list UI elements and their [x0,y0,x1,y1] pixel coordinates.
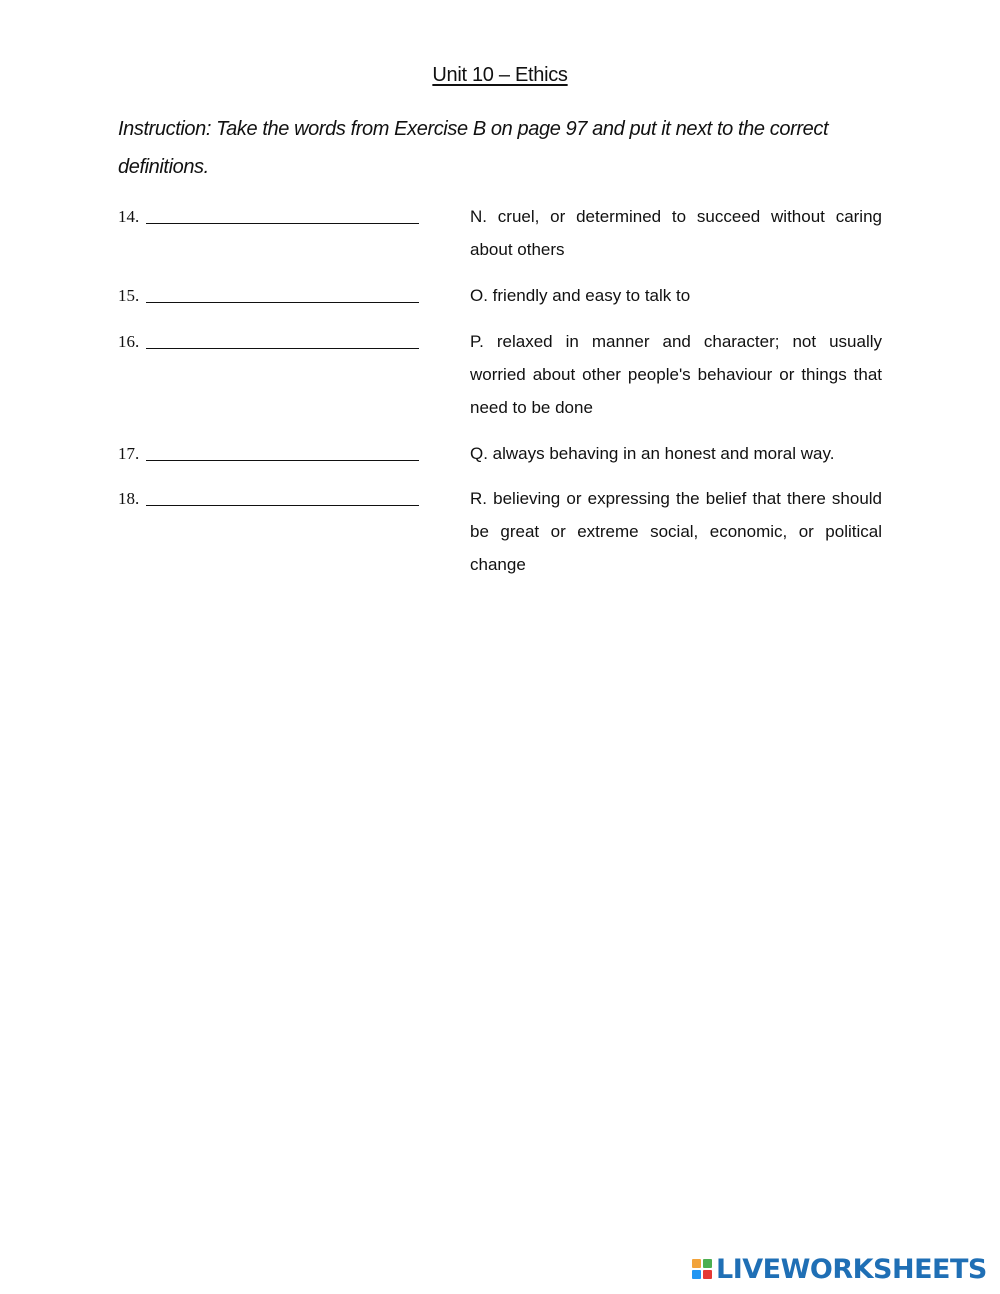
answer-blank-18[interactable] [146,505,419,506]
item-number: 15. [118,286,140,305]
liveworksheets-logo-icon [692,1259,712,1279]
definition-n: N. cruel, or determined to succeed without caring about others [470,207,882,259]
logo-square [703,1270,712,1279]
logo-square [692,1270,701,1279]
definition-r: R. believing or expressing the belief that there should be great or extreme social, economic, or political change [470,489,882,574]
answer-blank-16[interactable] [146,348,419,349]
logo-square [703,1259,712,1268]
item-number: 18. [118,489,140,508]
item-number: 14. [118,207,140,226]
answer-blank-14[interactable] [146,223,419,224]
page-title: Unit 10 – Ethics [432,64,568,86]
item-number: 16. [118,332,140,351]
logo-square [692,1259,701,1268]
liveworksheets-logo [692,1254,987,1284]
answer-blank-15[interactable] [146,302,419,303]
item-number: 17. [118,444,140,463]
brand-name: LIVEWORKSHEETS [716,1253,987,1285]
definition-o: O. friendly and easy to talk to [470,286,691,305]
definition-p: P. relaxed in manner and character; not usually worried about other people's behaviour or things that need to be done [470,332,882,417]
instruction-text: Instruction: Take the words from Exercise B on page 97 and put it next to the correct definitions. [118,118,829,178]
definition-q: Q. always behaving in an honest and moral way. [470,444,835,463]
answer-blank-17[interactable] [146,460,419,461]
